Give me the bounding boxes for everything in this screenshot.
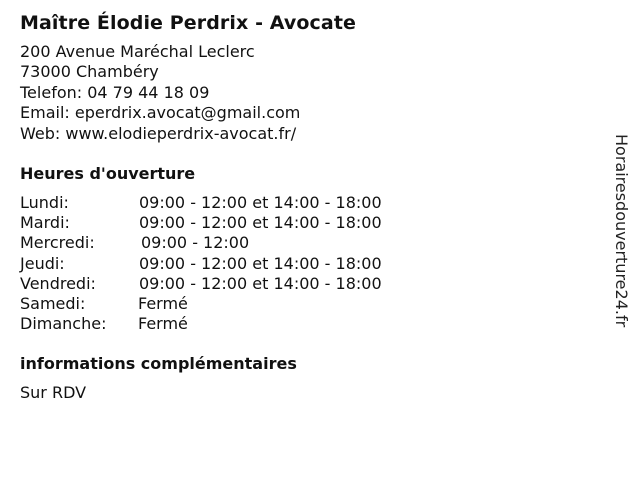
hours-row-mardi — [20, 213, 600, 233]
email-address: Email: eperdrix.avocat@gmail.com — [20, 103, 301, 123]
hours-row-mercredi — [20, 233, 600, 253]
additional-info-heading: informations complémentaires — [20, 354, 297, 374]
watermark-text: Horairesdouverture24.fr — [612, 134, 631, 328]
day-label: Lundi: — [20, 193, 69, 213]
contact-block — [20, 42, 600, 144]
day-hours: Fermé — [138, 314, 188, 334]
address-city: 73000 Chambéry — [20, 62, 159, 82]
hours-row-jeudi — [20, 254, 600, 274]
day-label: Mercredi: — [20, 233, 95, 253]
phone-number: Telefon: 04 79 44 18 09 — [20, 82, 210, 102]
day-label: Jeudi: — [20, 253, 65, 273]
day-hours: 09:00 - 12:00 et 14:00 - 18:00 — [139, 273, 382, 293]
hours-row-samedi — [20, 294, 600, 314]
additional-info-text: Sur RDV — [20, 383, 87, 403]
day-label: Mardi: — [20, 213, 70, 233]
day-hours: 09:00 - 12:00 et 14:00 - 18:00 — [139, 193, 382, 213]
hours-row-vendredi — [20, 274, 600, 294]
hours-row-lundi — [20, 193, 600, 213]
day-label: Samedi: — [20, 294, 86, 314]
day-label: Vendredi: — [20, 273, 96, 293]
business-card — [20, 10, 600, 404]
day-hours: 09:00 - 12:00 et 14:00 - 18:00 — [139, 253, 382, 273]
day-hours: Fermé — [138, 294, 188, 314]
page-title: Maître Élodie Perdrix - Avocate — [20, 12, 357, 34]
hours-row-dimanche — [20, 314, 600, 334]
opening-hours-table — [20, 193, 600, 334]
website-url: Web: www.elodieperdrix-avocat.fr/ — [20, 123, 297, 143]
opening-hours-heading: Heures d'ouverture — [20, 164, 196, 184]
day-label: Dimanche: — [20, 314, 107, 334]
day-hours: 09:00 - 12:00 — [141, 233, 250, 253]
day-hours: 09:00 - 12:00 et 14:00 - 18:00 — [139, 213, 382, 233]
address-street: 200 Avenue Maréchal Leclerc — [20, 42, 255, 61]
